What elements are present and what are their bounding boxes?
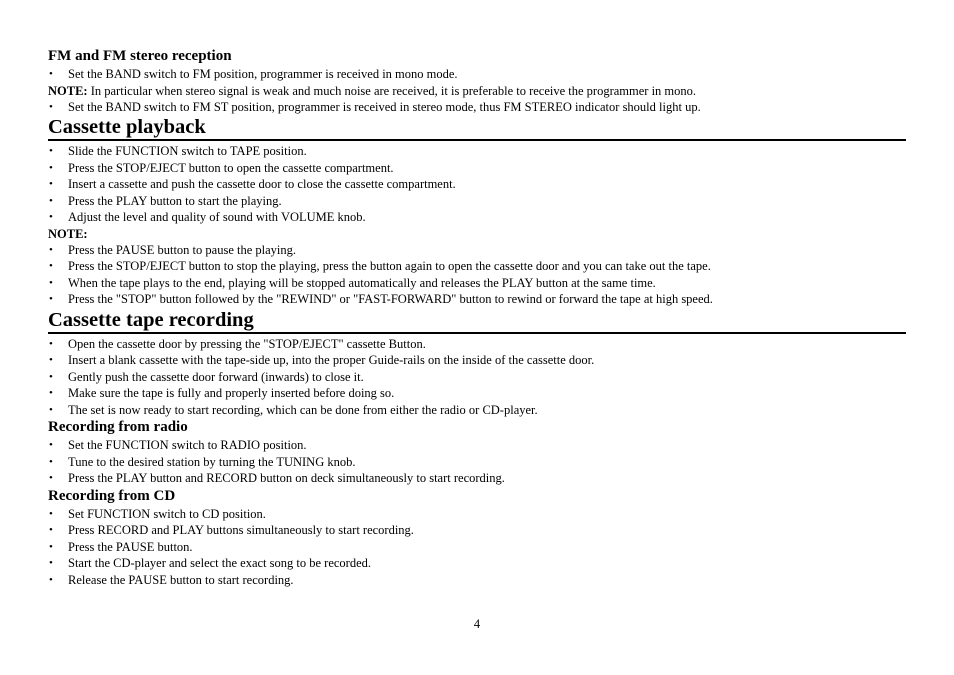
fm-note — [48, 83, 906, 99]
fm-list-1 — [48, 66, 906, 83]
list-item: • Slide the FUNCTION switch to TAPE position. — [48, 143, 906, 160]
manual-page — [48, 47, 906, 588]
list-item: • Press the PLAY button to start the playing. — [48, 193, 906, 210]
list-item: • Set the FUNCTION switch to RADIO position. — [48, 437, 906, 454]
list-item: • The set is now ready to start recording, which can be done from either the radio or CD-player. — [48, 402, 906, 419]
playback-note-list — [48, 242, 906, 308]
list-item: • Open the cassette door by pressing the "STOP/EJECT" cassette Button. — [48, 336, 906, 353]
list-item: • Press the "STOP" button followed by the "REWIND" or "FAST-FORWARD" button to rewind or forward the tape at high speed. — [48, 291, 906, 308]
list-item: • Gently push the cassette door forward (inwards) to close it. — [48, 369, 906, 386]
list-item: • Release the PAUSE button to start recording. — [48, 572, 906, 589]
list-item: • When the tape plays to the end, playing will be stopped automatically and releases the PLAY button at the same time. — [48, 275, 906, 292]
list-item: • Press RECORD and PLAY buttons simultaneously to start recording. — [48, 522, 906, 539]
list-item: • Press the STOP/EJECT button to stop the playing, press the button again to open the cassette door and you can take out the tape. — [48, 258, 906, 275]
list-item: • Tune to the desired station by turning the TUNING knob. — [48, 454, 906, 471]
list-item: • Insert a blank cassette with the tape-side up, into the proper Guide-rails on the inside of the cassette door. — [48, 352, 906, 369]
list-item: • Press the PLAY button and RECORD button on deck simultaneously to start recording. — [48, 470, 906, 487]
playback-section — [48, 115, 906, 308]
recording-list — [48, 336, 906, 419]
cd-recording-list — [48, 506, 906, 589]
list-item: • Set FUNCTION switch to CD position. — [48, 506, 906, 523]
list-item: • Press the STOP/EJECT button to open the cassette compartment. — [48, 160, 906, 177]
playback-heading: Cassette playback — [48, 115, 906, 141]
list-item: • Press the PAUSE button to pause the playing. — [48, 242, 906, 259]
list-item: • Make sure the tape is fully and properly inserted before doing so. — [48, 385, 906, 402]
playback-note-label: NOTE: — [48, 226, 88, 241]
list-item: • Insert a cassette and push the cassette door to close the cassette compartment. — [48, 176, 906, 193]
radio-recording-list — [48, 437, 906, 487]
fm-list-2 — [48, 99, 906, 116]
list-item: • Start the CD-player and select the exact song to be recorded. — [48, 555, 906, 572]
radio-recording-section — [48, 418, 906, 487]
recording-heading: Cassette tape recording — [48, 308, 906, 334]
note-label: NOTE: — [48, 83, 88, 98]
note-text: In particular when stereo signal is weak and much noise are received, it is preferable to receive the programmer in mono. — [87, 83, 697, 98]
list-item: • Set the BAND switch to FM ST position, programmer is received in stereo mode, thus FM STEREO indicator should light up. — [48, 99, 906, 116]
fm-section — [48, 47, 906, 115]
list-item: • Adjust the level and quality of sound with VOLUME knob. — [48, 209, 906, 226]
playback-list — [48, 143, 906, 226]
page-number: 4 — [473, 617, 481, 631]
recording-section — [48, 308, 906, 419]
list-item: • Press the PAUSE button. — [48, 539, 906, 556]
cd-recording-heading: Recording from CD — [48, 487, 176, 504]
fm-heading: FM and FM stereo reception — [48, 48, 232, 64]
cd-recording-section — [48, 487, 906, 589]
radio-recording-heading: Recording from radio — [48, 419, 188, 435]
list-item: • Set the BAND switch to FM position, programmer is received in mono mode. — [48, 66, 906, 83]
